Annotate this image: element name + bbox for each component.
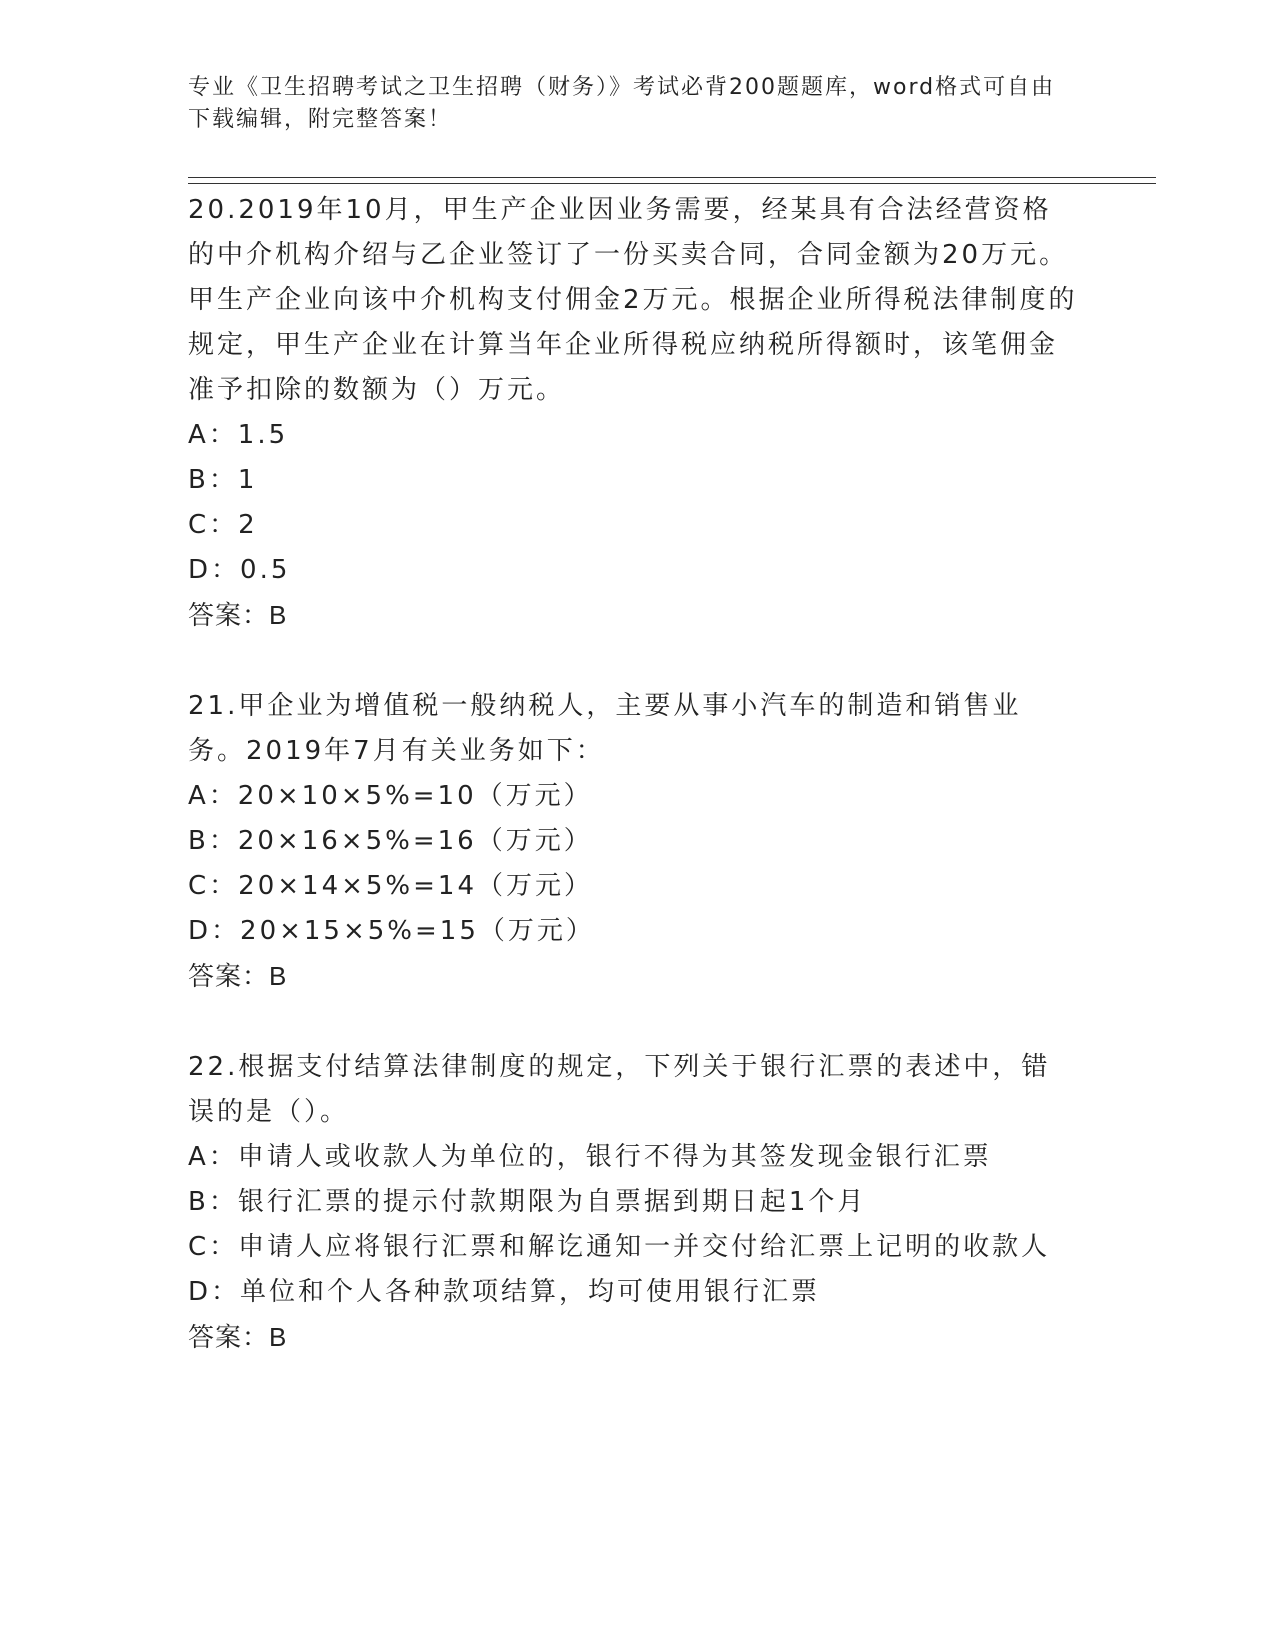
option-d: D：0.5 <box>188 555 291 585</box>
option-b: B：1 <box>188 465 258 495</box>
question-list <box>188 188 1078 1406</box>
option-d: D：20×15×5%=15（万元） <box>188 916 595 946</box>
option-b: B：20×16×5%=16（万元） <box>188 826 593 856</box>
question-21 <box>188 684 1078 999</box>
option-b: B：银行汇票的提示付款期限为自票据到期日起1个月 <box>188 1187 867 1217</box>
option-c: C：2 <box>188 510 258 540</box>
answer-line: 答案：B <box>188 961 288 991</box>
answer-line: 答案：B <box>188 600 288 630</box>
question-22 <box>188 1045 1078 1360</box>
document-header: 专业《卫生招聘考试之卫生招聘（财务）》考试必背200题题库，word格式可自由下载编辑，附完整答案！ <box>188 75 1056 132</box>
question-20 <box>188 188 1078 638</box>
option-a: A：1.5 <box>188 420 289 450</box>
header-divider-bottom <box>188 183 1156 184</box>
option-c: C：20×14×5%=14（万元） <box>188 871 594 901</box>
answer-line: 答案：B <box>188 1322 288 1352</box>
header-divider-top <box>188 177 1156 178</box>
option-d: D：单位和个人各种款项结算，均可使用银行汇票 <box>188 1277 821 1307</box>
question-stem: 22.根据支付结算法律制度的规定，下列关于银行汇票的表述中，错误的是（）。 <box>188 1052 1051 1127</box>
option-c: C：申请人应将银行汇票和解讫通知一并交付给汇票上记明的收款人 <box>188 1232 1051 1262</box>
question-stem: 20.2019年10月，甲生产企业因业务需要，经某具有合法经营资格的中介机构介绍与乙企业签订了一份买卖合同，合同金额为20万元。甲生产企业向该中介机构支付佣金2万元。根据企业所得税法律制度的规定，甲生产企业在计算当年企业所得税应纳税所得额时，该笔佣金准予扣除的数额为（）万元。 <box>188 195 1078 405</box>
option-a: A：申请人或收款人为单位的，银行不得为其签发现金银行汇票 <box>188 1142 992 1172</box>
option-a: A：20×10×5%=10（万元） <box>188 781 593 811</box>
question-stem: 21.甲企业为增值税一般纳税人，主要从事小汽车的制造和销售业务。2019年7月有关业务如下： <box>188 691 1022 766</box>
